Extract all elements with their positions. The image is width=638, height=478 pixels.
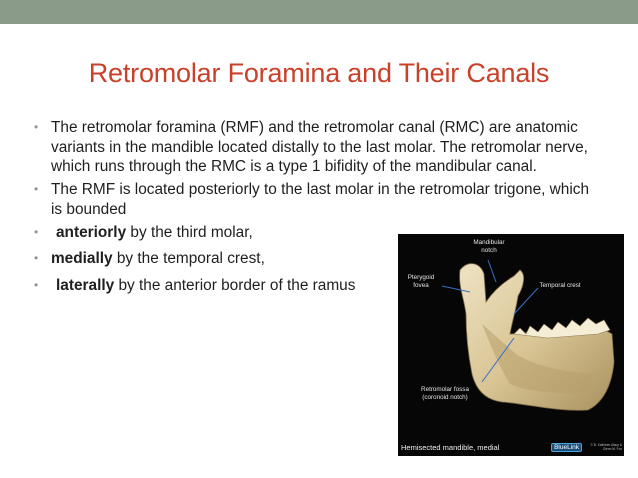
- mandible-figure: [398, 234, 624, 456]
- bullet-bold: medially: [51, 250, 113, 267]
- bullet-icon: •: [34, 251, 39, 265]
- slide-title: Retromolar Foramina and Their Canals: [88, 58, 550, 88]
- label-retromolar-fossa: Retromolar fossa (coronoid notch): [421, 386, 469, 401]
- bullet-text: by the anterior border of the ramus: [114, 276, 356, 294]
- bullet-icon: •: [34, 182, 39, 196]
- bullet-text: by the temporal crest,: [112, 250, 265, 267]
- bullet-icon: •: [34, 224, 39, 239]
- figure-credit: © B. Kathleen Alsup & Glenn M. Fox: [590, 443, 622, 451]
- label-mandibular-notch: Mandibular notch: [473, 239, 505, 254]
- header-band: [0, 0, 638, 24]
- label-temporal-crest: Temporal crest: [539, 282, 581, 289]
- bullet-icon: •: [34, 277, 39, 292]
- bullet-item: [34, 118, 624, 177]
- bullet-text: by the third molar,: [126, 223, 253, 241]
- bullet-text: The retromolar foramina (RMF) and the retromolar canal (RMC) are anatomic variants in the mandible located distally to the last molar. The retromolar nerve, which runs through the RMC is a type 1 bifidity of the mandibular canal.: [51, 119, 588, 175]
- figure-caption: Hemisected mandible, medial: [401, 443, 500, 452]
- mandible-drawing: [398, 234, 624, 456]
- bullet-bold: laterally: [56, 276, 115, 294]
- bullet-text: The RMF is located posteriorly to the last molar in the retromolar trigone, which is bounded: [51, 181, 590, 218]
- label-pterygoid-fovea: Pterygoid fovea: [407, 274, 435, 289]
- bullet-item: [34, 180, 590, 219]
- bullet-bold: anteriorly: [56, 223, 127, 241]
- bullet-icon: •: [34, 120, 39, 134]
- bluelink-logo: BlueLink: [551, 443, 582, 452]
